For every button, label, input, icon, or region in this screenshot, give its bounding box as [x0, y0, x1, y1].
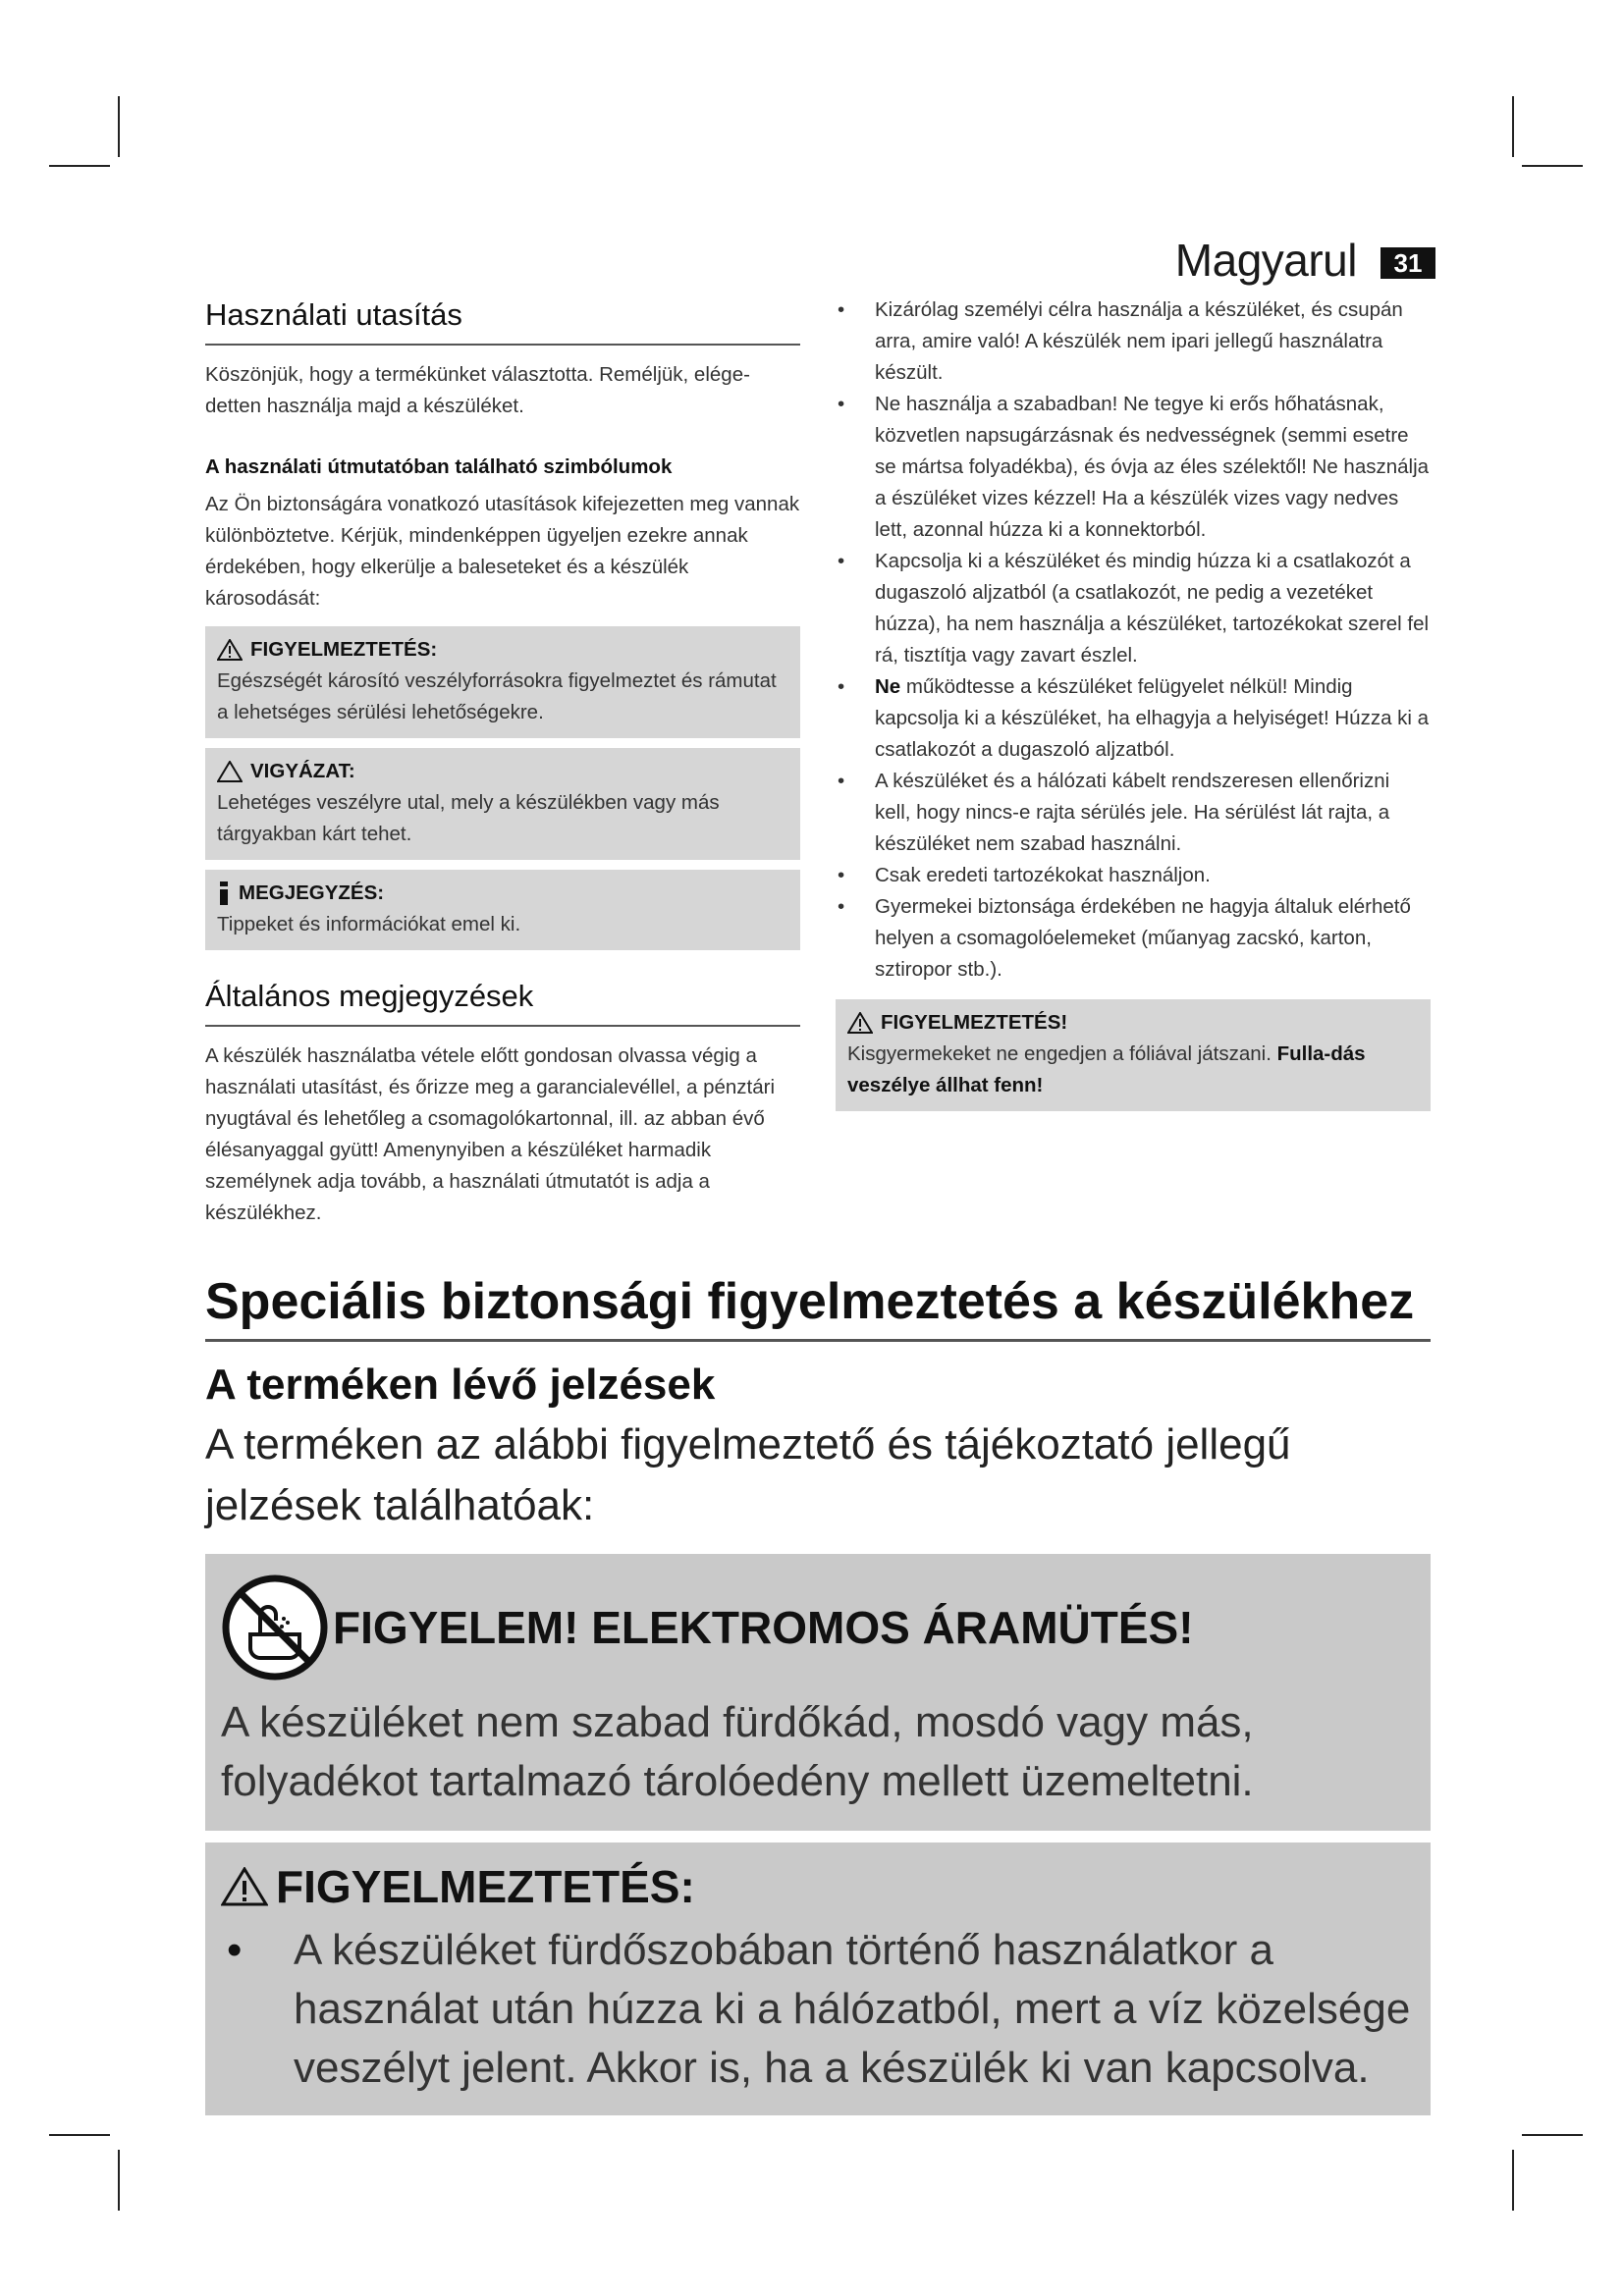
left-column	[205, 294, 800, 1229]
warning-box	[205, 626, 800, 738]
crop-mark	[1512, 2150, 1514, 2211]
bullet-icon: •	[838, 298, 845, 321]
list-item: • A készüléket és a hálózati kábelt rendszeresen ellenőrizni kell, hogy nincs-e rajta sérülés jele. Ha sérülést lát rajta, a készüléket nem szabad használni.	[836, 766, 1431, 860]
electric-warning-text: A készüléket nem szabad fürdőkád, mosdó vagy más, folyadékot tartalmazó tárolóedény mellett üzemeltetni.	[221, 1698, 1254, 1805]
special-intro: A terméken az alábbi figyelmeztető és tájékoztató jellegű jelzések találhatóak:	[205, 1420, 1291, 1529]
symbols-text: Az Ön biztonságára vonatkozó utasítások kifejezetten meg vannak különböztetve. Kérjük, mindenképpen ügyeljen ezekre annak érdekében, hogy elkerülje a baleseteket és a készülék károsodását:	[205, 493, 800, 610]
right-column	[836, 294, 1431, 1111]
list-item: • A készüléket fürdőszobában történő használatkor a használat után húzza ki a hálózatból, mert a víz közelsége veszélyt jelent. Akkor is, ha a készülék ki van kapcsolva.	[221, 1921, 1411, 2098]
film-warning-box	[836, 999, 1431, 1111]
film-warning-text: Kisgyermekeket ne engedjen a fóliával játszani. Fulla-dás veszélye állhat fenn!	[847, 1042, 1366, 1096]
note-box	[205, 870, 800, 950]
warning-text: Egészségét károsító veszélyforrásokra figyelmeztet és rámutat a lehetséges sérülési lehetőségekre.	[217, 669, 777, 723]
page-header	[1168, 234, 1435, 294]
crop-mark	[1522, 165, 1583, 167]
film-warning-title: FIGYELMEZTETÉS!	[881, 1011, 1068, 1034]
crop-mark	[118, 2150, 120, 2211]
usage-title: Használati utasítás	[205, 294, 800, 346]
page-number: 31	[1380, 247, 1435, 279]
caution-box	[205, 748, 800, 860]
list-item: • Kizárólag személyi célra használja a készüléket, és csupán arra, amire való! A készülék nem ipari jellegű használatra készült.	[836, 294, 1431, 389]
general-title: Általános megjegyzések	[205, 976, 800, 1027]
list-item: • Kapcsolja ki a készüléket és mindig húzza ki a csatlakozót a dugaszoló aljzatból (a csatlakozót, ne pedig a vezetéket húzza), ha nem használja a készüléket, tartozékokat szerel fel rá, tisztítja vagy zavart észlel.	[836, 546, 1431, 671]
crop-mark	[1512, 96, 1514, 157]
list-item: • Csak eredeti tartozékokat használjon.	[836, 860, 1431, 891]
list-item: • Ne használja a szabadban! Ne tegye ki erős hőhatásnak, közvetlen napsugárzásnak és nedvességnek (semmi esetre se mártsa folyadékba), és óvja az éles szélektől! Ne használja a észüléket vizes kézzel! Ha a készülék vizes vagy nedves lett, azonnal húzza ki a konnektorból.	[836, 389, 1431, 546]
caution-title: VIGYÁZAT:	[250, 760, 355, 782]
bullet-icon: •	[838, 550, 845, 572]
note-text: Tippeket és információkat emel ki.	[217, 913, 521, 935]
note-title: MEGJEGYZÉS:	[239, 881, 385, 904]
special-subtitle: A terméken lévő jelzések	[205, 1361, 716, 1409]
bullet-icon: •	[838, 895, 845, 918]
electric-warning-title: FIGYELEM! ELEKTROMOS ÁRAMÜTÉS!	[333, 1602, 1194, 1653]
bullet-icon: •	[838, 770, 845, 792]
symbols-title: A használati útmutatóban található szimbólumok	[205, 455, 673, 478]
bullet-icon: •	[838, 864, 845, 886]
special-safety-section	[205, 1266, 1431, 2115]
bathroom-warning-box	[205, 1842, 1431, 2115]
electric-warning-box	[205, 1554, 1431, 1831]
special-title: Speciális biztonsági figyelmeztetés a készülékhez	[205, 1266, 1431, 1342]
warning-triangle-icon	[847, 1012, 873, 1034]
info-icon	[217, 881, 231, 905]
crop-mark	[49, 165, 110, 167]
list-item: • Ne működtesse a készüléket felügyelet nélkül! Mindig kapcsolja ki a készüléket, ha elhagyja a helyiséget! Húzza ki a csatlakozót a dugaszoló aljzatból.	[836, 671, 1431, 766]
warning-triangle-icon	[221, 1867, 268, 1906]
list-item: • Gyermekei biztonsága érdekében ne hagyja általuk elérhető helyen a csomagolóelemeket (műanyag zacskó, karton, sztiropor stb.).	[836, 891, 1431, 986]
warning-triangle-icon	[217, 639, 243, 661]
bathroom-warning-title: FIGYELMEZTETÉS:	[276, 1861, 695, 1912]
bullet-icon: •	[838, 393, 845, 415]
bullet-icon: •	[838, 675, 845, 698]
crop-mark	[49, 2134, 110, 2136]
bullet-icon: •	[227, 1926, 243, 1974]
thanks-text: Köszönjük, hogy a termékünket választotta. Reméljük, elége-detten használja majd a készüléket.	[205, 363, 750, 417]
crop-mark	[118, 96, 120, 157]
caution-text: Lehetéges veszélyre utal, mely a készülékben vagy más tárgyakban kárt tehet.	[217, 791, 720, 845]
warning-title: FIGYELMEZTETÉS:	[250, 638, 438, 661]
caution-triangle-icon	[217, 761, 243, 782]
general-text: A készülék használatba vétele előtt gondosan olvassa végig a használati utasítást, és őrizze meg a garancialevéllel, a pénztári nyugtával és lehetőleg a csomagolókartonnal, ill. az abban évő élésanyaggal gyütt! Amenynyiben a készüléket harmadik személynek adja tovább, a használati útmutatót is adja a készülékhez.	[205, 1044, 776, 1224]
language-label: Magyarul	[1174, 235, 1357, 286]
no-water-icon	[221, 1574, 329, 1682]
crop-mark	[1522, 2134, 1583, 2136]
safety-list	[836, 294, 1431, 986]
